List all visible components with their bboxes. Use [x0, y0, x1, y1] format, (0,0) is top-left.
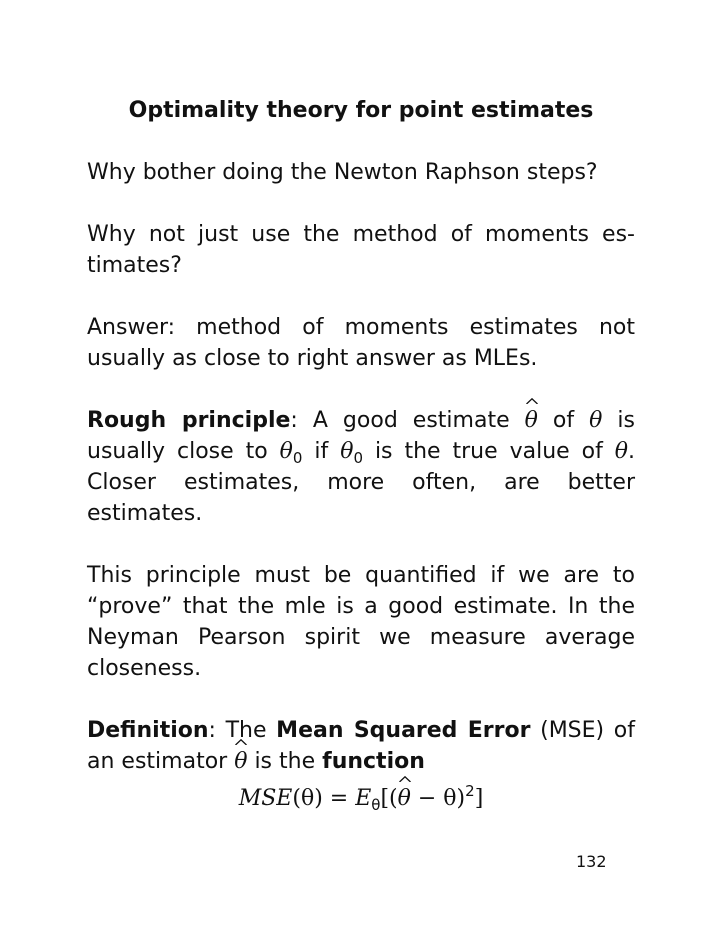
rough-principle-label: Rough principle	[87, 408, 291, 433]
text-fragment: is the	[247, 749, 323, 774]
formula-close-bracket: ]	[474, 786, 484, 811]
hat-accent-icon	[235, 739, 247, 745]
formula-arg: (θ) =	[292, 786, 356, 811]
formula-lhs: MSE	[238, 786, 293, 811]
text-fragment: : The	[208, 718, 277, 743]
mse-formula	[87, 783, 635, 814]
theta-hat-symbol	[525, 405, 538, 436]
theta-symbol-text: θ	[279, 439, 293, 464]
text-fragment: (MSE) of an estimator	[87, 718, 635, 774]
answer-paragraph: Answer: method of moments estimates not usually as close to right answer as MLEs.	[87, 315, 635, 371]
expectation-letter: E	[355, 786, 372, 811]
text-fragment: is usually close to	[87, 408, 635, 464]
text-fragment: is the true value of	[363, 439, 615, 464]
expectation-symbol	[355, 786, 381, 814]
formula-minus-theta: − θ)	[410, 786, 466, 811]
subscript-zero: 0	[292, 449, 303, 467]
definition-label: Definition	[87, 718, 209, 743]
theta-zero-symbol	[340, 439, 363, 467]
mse-term: Mean Squared Error	[276, 718, 531, 743]
hat-accent-icon	[399, 776, 411, 782]
theta-symbol-text: θ	[397, 786, 411, 811]
formula-exponent: 2	[465, 782, 475, 800]
question-newton-raphson: Why bother doing the Newton Raphson steps?	[87, 160, 598, 185]
quantification-paragraph: This principle must be quantified if we are to “prove” that the mle is a good estimate. In the Neyman Pearson spirit we measure average closeness.	[87, 563, 635, 681]
theta-zero-symbol	[279, 439, 303, 467]
theta-symbol: θ	[614, 439, 629, 464]
text-fragment: of	[537, 408, 590, 433]
text-fragment: : A good estimate	[290, 408, 525, 433]
slide-content	[87, 95, 635, 814]
theta-hat-symbol	[234, 746, 247, 777]
page-number: 132	[576, 852, 607, 871]
formula-open-bracket: [(	[380, 786, 398, 811]
question-method-of-moments: Why not just use the method of moments es-timates?	[87, 222, 635, 278]
theta-symbol-text: θ	[524, 408, 538, 433]
theta-symbol-text: θ	[340, 439, 354, 464]
theta-symbol-text: θ	[234, 749, 248, 774]
expectation-subscript: θ	[371, 796, 381, 814]
text-fragment: if	[302, 439, 341, 464]
slide-title: Optimality theory for point estimates	[128, 98, 594, 123]
theta-hat-symbol	[398, 783, 411, 814]
text-fragment: . Closer estimates, more often, are better estimates.	[87, 439, 636, 526]
function-term: function	[322, 749, 425, 774]
theta-symbol: θ	[589, 408, 603, 433]
rough-principle-paragraph	[87, 405, 635, 529]
subscript-zero: 0	[353, 449, 363, 467]
definition-paragraph	[87, 715, 635, 777]
hat-accent-icon	[526, 398, 538, 404]
